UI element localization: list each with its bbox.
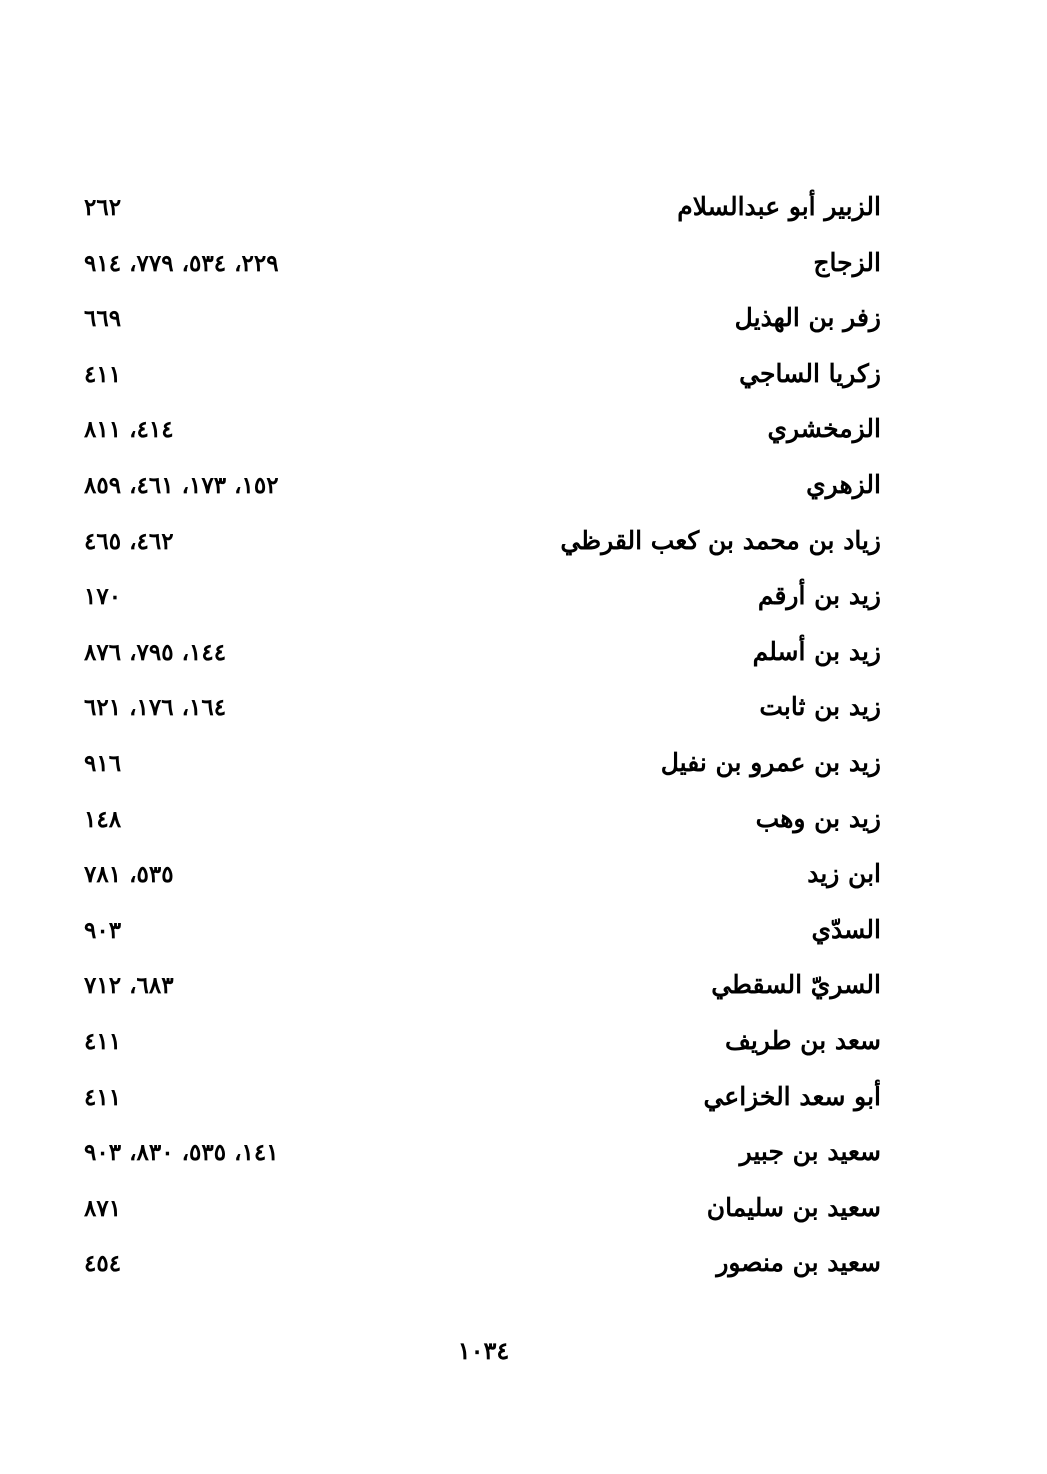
entry-pages: ٦٨٣، ٧١٢: [84, 972, 174, 1000]
entry-name: الزجاج: [813, 247, 881, 277]
entry-pages: ٤١١: [84, 360, 122, 388]
entry-pages: ١٦٤، ١٧٦، ٦٢١: [84, 694, 227, 722]
page-number: ١٠٣٤: [457, 1336, 510, 1365]
entry-name: السريّ السقطي: [711, 970, 881, 1000]
entry-name: زياد بن محمد بن كعب القرظي: [560, 525, 881, 555]
index-entry: [0, 1187, 1047, 1243]
entry-name: زيد بن أسلم: [752, 636, 881, 666]
entry-pages: ٩١٦: [84, 749, 122, 777]
entry-pages: ١٤١، ٥٣٥، ٨٣٠، ٩٠٣: [84, 1139, 279, 1167]
index-entry: [0, 1076, 1047, 1132]
index-entry: [0, 297, 1047, 353]
index-entry: [0, 520, 1047, 576]
entry-name: السدّي: [811, 914, 881, 944]
index-entry: [0, 1131, 1047, 1187]
entry-name: الزهري: [806, 469, 881, 499]
entry-name: سعد بن طريف: [724, 1025, 881, 1055]
entry-pages: ٨٧١: [84, 1194, 122, 1222]
entry-pages: ٤١١: [84, 1083, 122, 1111]
entry-name: الزبير أبو عبدالسلام: [677, 192, 881, 221]
entry-pages: ٢٦٢: [84, 194, 122, 221]
entry-pages: ٦٦٩: [84, 305, 122, 333]
index-entry: [0, 353, 1047, 409]
entry-name: سعيد بن سليمان: [706, 1192, 881, 1222]
index-entry: [0, 242, 1047, 298]
index-entry: [0, 742, 1047, 798]
entry-name: زيد بن عمرو بن نفيل: [660, 747, 881, 777]
index-entry: [0, 464, 1047, 520]
entry-name: زكريا الساجي: [739, 358, 881, 388]
entry-pages: ٥٣٥، ٧٨١: [84, 861, 174, 889]
entry-name: زيد بن ثابت: [759, 692, 881, 722]
entry-pages: ٤٥٤: [84, 1250, 122, 1278]
entry-name: أبو سعد الخزاعي: [703, 1081, 881, 1111]
entry-name: زفر بن الهذيل: [734, 303, 881, 333]
index-entry: [0, 408, 1047, 464]
index-entry: [0, 964, 1047, 1020]
index-entry: [0, 909, 1047, 965]
entry-pages: ٤١١: [84, 1027, 122, 1055]
entry-name: ابن زيد: [807, 859, 881, 889]
entry-pages: ٤١٤، ٨١١: [84, 416, 174, 444]
index-entry: [0, 853, 1047, 909]
entry-name: سعيد بن منصور: [716, 1248, 881, 1278]
entry-name: زيد بن وهب: [755, 803, 881, 833]
index-entry: [0, 798, 1047, 854]
index-entry: [0, 575, 1047, 631]
index-entry: [0, 1020, 1047, 1076]
entry-pages: ٩٠٣: [84, 916, 122, 944]
index-entry: [0, 686, 1047, 742]
entry-pages: ١٧٠: [84, 583, 122, 611]
entry-pages: ١٤٨: [84, 805, 122, 833]
entry-pages: ٢٢٩، ٥٣٤، ٧٧٩، ٩١٤: [84, 249, 279, 277]
index-entry: [0, 631, 1047, 687]
index-entry: [0, 1242, 1047, 1298]
entry-name: زيد بن أرقم: [757, 581, 881, 611]
entry-name: سعيد بن جبير: [739, 1137, 881, 1167]
index-list: [0, 186, 1047, 1298]
index-entry: [0, 186, 1047, 242]
entry-name: الزمخشري: [767, 414, 881, 444]
entry-pages: ١٥٢، ١٧٣، ٤٦١، ٨٥٩: [84, 471, 279, 499]
entry-pages: ٤٦٢، ٤٦٥: [84, 527, 174, 555]
entry-pages: ١٤٤، ٧٩٥، ٨٧٦: [84, 638, 227, 666]
